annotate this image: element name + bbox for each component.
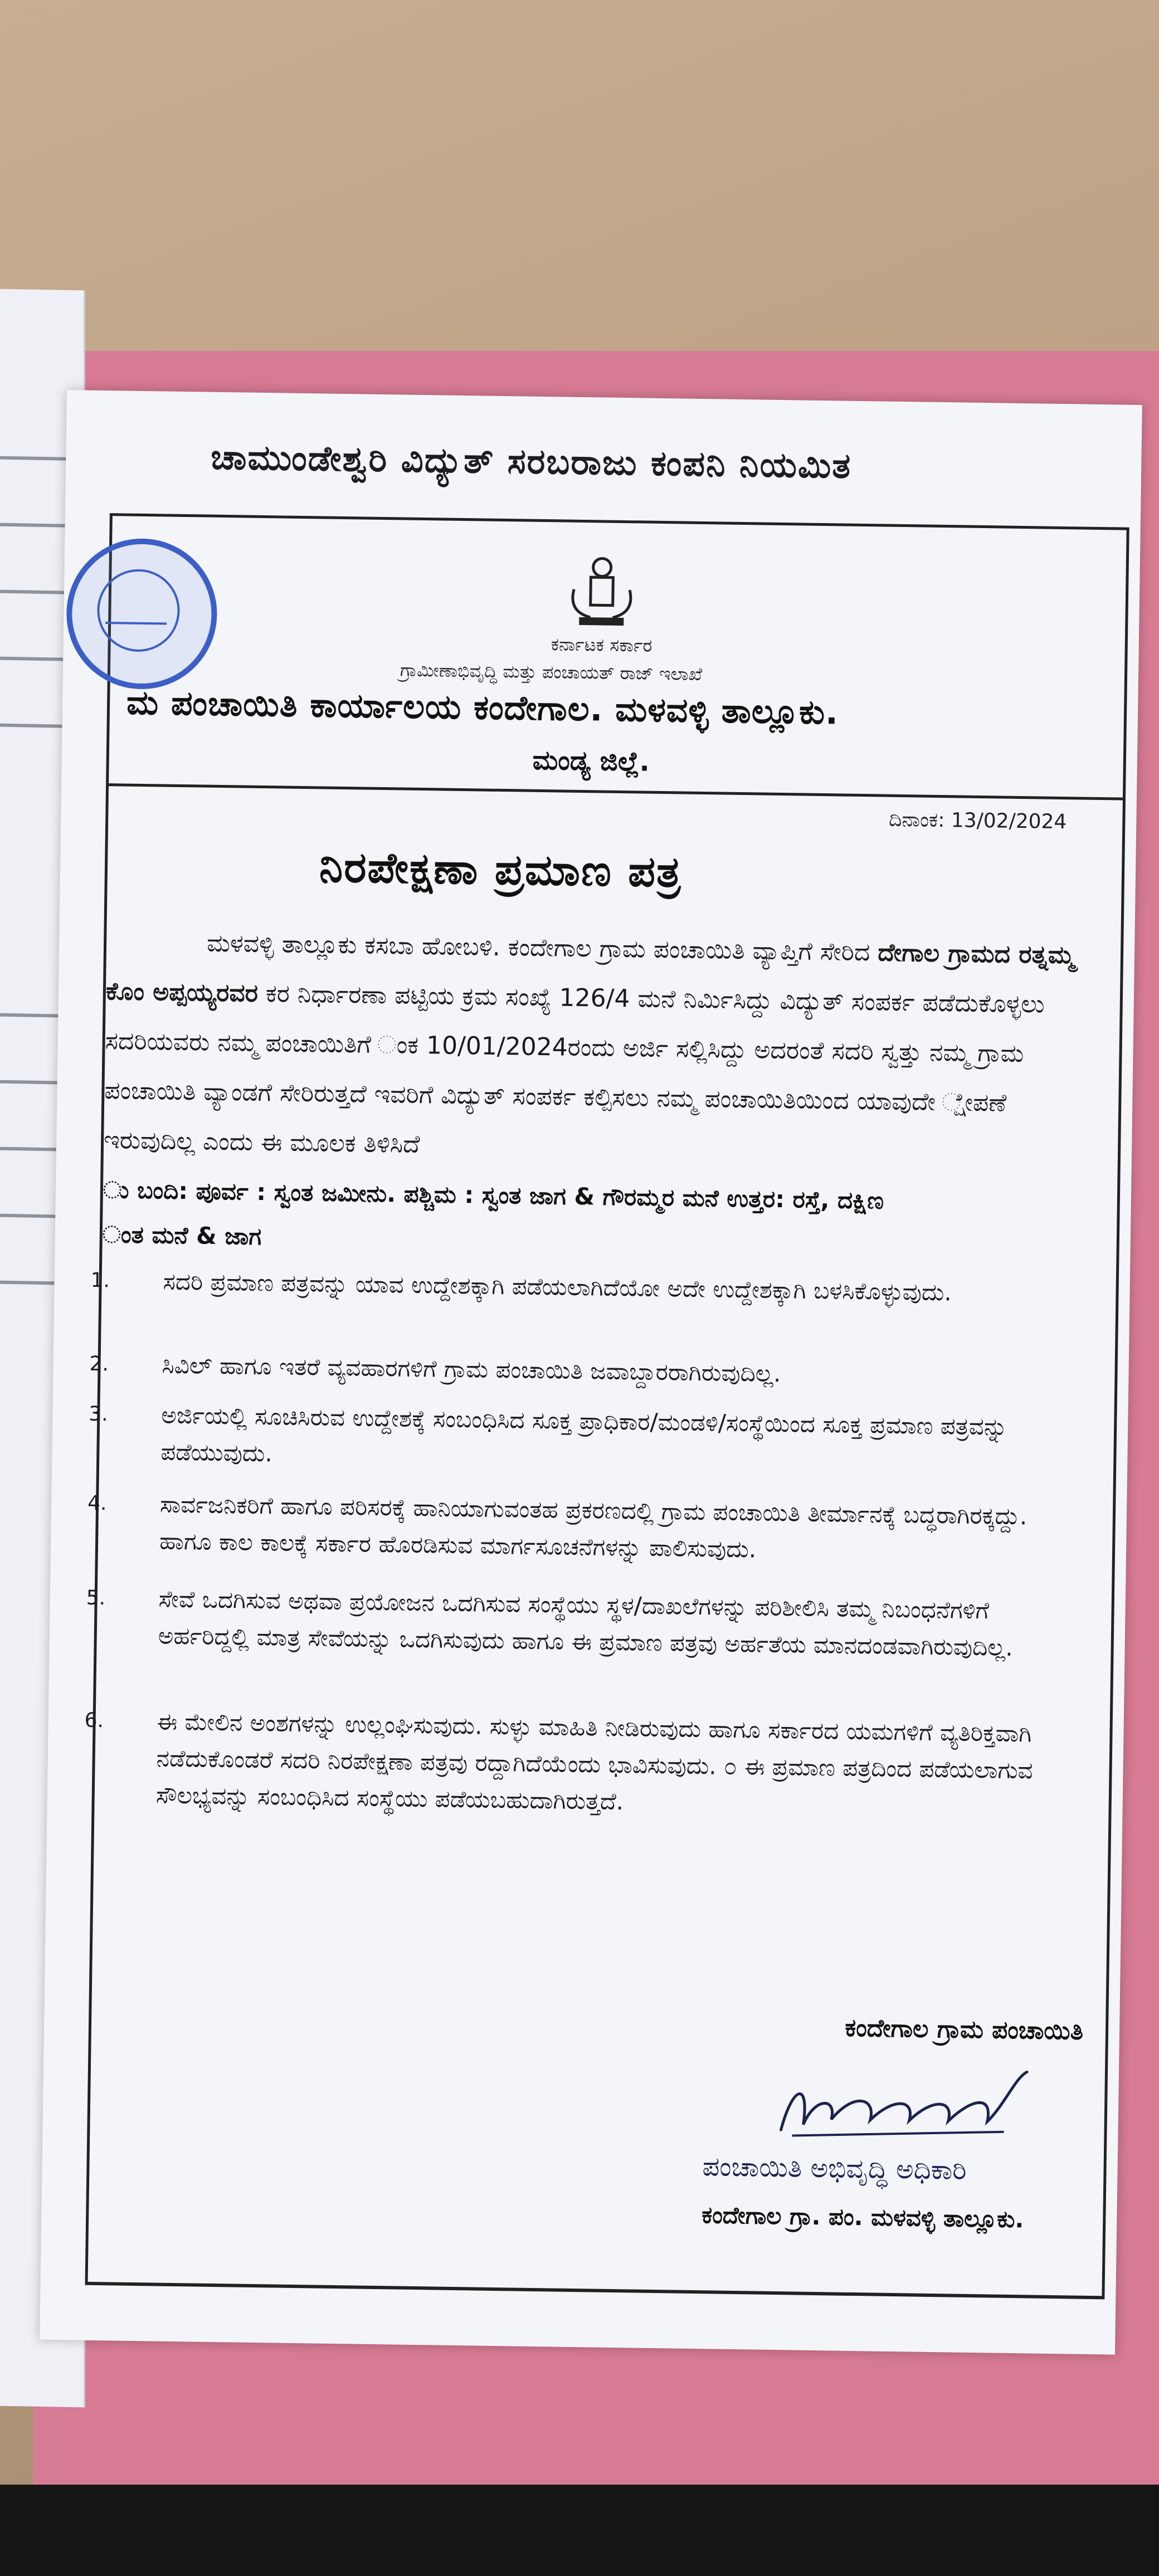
department-name: ಗ್ರಾಮೀಣಾಭಿವೃದ್ಧಿ ಮತ್ತು ಪಂಚಾಯತ್ ರಾಜ್ ಇಲಾಖೆ (400, 659, 703, 685)
boundaries: ು ಬಂದಿ: ಪೂರ್ವ : ಸ್ವಂತ ಜಮೀನು. ಪಶ್ಚಿಮ : ಸ್ವಂತ ಜಾಗ & ಗೌರಮ್ಮರ ಮನೆ ಉತ್ತರ: ರಸ್ತೆ, ದಕ್ಷಿಣ ಂತ ಮನೆ & ಜಾಗ (102, 1176, 884, 1251)
district-name: ಮಂಡ್ಯ ಜಿಲ್ಲೆ. (532, 744, 650, 778)
desk-edge (0, 2485, 1159, 2576)
signatory-officer: ಪಂಚಾಯಿತಿ ಅಭಿವೃದ್ಧಿ ಅಧಿಕಾರಿ (702, 2151, 967, 2186)
condition-item: 1. ಸದರಿ ಪ್ರಮಾಣ ಪತ್ರವನ್ನು ಯಾವ ಉದ್ದೇಶಕ್ಕಾಗಿ ಪಡೆಯಲಾಗಿದೆಯೋ ಅದೇ ಉದ್ದೇಶಕ್ಕಾಗಿ ಬಳಸಿಕೊಳ್ಳುವುದು. (90, 1267, 952, 1306)
header-rule (109, 783, 1123, 800)
condition-item: 2. ಸಿವಿಲ್ ಹಾಗೂ ಇತರೆ ವ್ಯವಹಾರಗಳಿಗೆ ಗ್ರಾಮ ಪಂಚಾಯಿತಿ ಜವಾಬ್ದಾರರಾಗಿರುವುದಿಲ್ಲ. (89, 1351, 781, 1388)
letterhead-frame (85, 513, 1129, 2299)
state-emblem-icon (557, 550, 647, 635)
date-line (889, 808, 1067, 834)
condition-item: 5. ಸೇವೆ ಒದಗಿಸುವ ಅಥವಾ ಪ್ರಯೋಜನ ಒದಗಿಸುವ ಸಂಸ್ಥೆಯು ಸ್ಥಳ/ದಾಖಲೆಗಳನ್ನು ಪರಿಶೀಲಿಸಿ ತಮ್ಮ ನಿಬಂಧನೆಗಳಿಗೆ ಅರ್ಹರಿದ್ದಲ್ಲಿ ಮಾತ್ರ ಸೇವೆಯನ್ನು ಒದಗಿಸುವುದು ಹಾಗೂ ಈ ಪ್ರಮಾಣ ಪತ್ರವು ಅರ್ಹತೆಯ ಮಾನದಂಡವಾಗಿರುವುದಿಲ್ಲ. (86, 1585, 1014, 1661)
date-label: ದಿನಾಂಕ: (888, 808, 945, 832)
office-name: ಮ ಪಂಚಾಯಿತಿ ಕಾರ್ಯಾಲಯ ಕಂದೇಗಾಲ. ಮಳವಳ್ಳಿ ತಾಲ್ಲೂಕು. (126, 683, 839, 733)
signatory-panchayat: ಕಂದೇಗಾಲ ಗ್ರಾಮ ಪಂಚಾಯಿತಿ (845, 2013, 1084, 2046)
condition-item: 4. ಸಾರ್ವಜನಿಕರಿಗೆ ಹಾಗೂ ಪರಿಸರಕ್ಕೆ ಹಾನಿಯಾಗುವಂತಹ ಪ್ರಕರಣದಲ್ಲಿ ಗ್ರಾಮ ಪಂಚಾಯಿತಿ ತೀರ್ಮಾನಕ್ಕೆ ಬದ್ಧರಾಗಿರಕ್ಕದ್ದು. ಹಾಗೂ ಕಾಲ ಕಾಲಕ್ಕೆ ಸರ್ಕಾರ ಹೊರಡಿಸುವ ಮಾರ್ಗಸೂಚನೆಗಳನ್ನು ಪಾಲಿಸುವುದು. (87, 1490, 1027, 1563)
date-value: 13/02/2024 (951, 809, 1067, 834)
signatory-place: ಕಂದೇಗಾಲ ಗ್ರಾ. ಪಂ. ಮಳವಳ್ಳಿ ತಾಲ್ಲೂಕು. (702, 2201, 1024, 2233)
condition-item: 6. ಈ ಮೇಲಿನ ಅಂಶಗಳನ್ನು ಉಲ್ಲಂಘಿಸುವುದು. ಸುಳ್ಳು ಮಾಹಿತಿ ನೀಡಿರುವುದು ಹಾಗೂ ಸರ್ಕಾರದ ಯಮಗಳಿಗೆ ವ್ಯತಿರಿಕ್ತವಾಗಿ ನಡೆದುಕೊಂಡರೆ ಸದರಿ ನಿರಪೇಕ್ಷಣಾ ಪತ್ರವು ರದ್ದಾಗಿದೆಯೆಂದು ಭಾವಿಸುವುದು. ೦ ಈ ಪ್ರಮಾಣ ಪತ್ರದಿಂದ ಪಡೆಯಲಾಗುವ ಸೌಲಭ್ಯವನ್ನು ಸಂಬಂಧಿಸಿದ ಸಂಸ್ಥೆಯು ಪಡೆಯಬಹುದಾಗಿರುತ್ತದೆ. (84, 1707, 1033, 1816)
state-name: ಕರ್ನಾಟಕ ಸರ್ಕಾರ (551, 633, 652, 656)
company-header: ಚಾಮುಂಡೇಶ್ವರಿ ವಿದ್ಯುತ್ ಸರಬರಾಜು ಕಂಪನಿ ನಿಯಮಿತ (210, 436, 852, 486)
condition-item: 3. ಅರ್ಜಿಯಲ್ಲಿ ಸೂಚಿಸಿರುವ ಉದ್ದೇಶಕ್ಕೆ ಸಂಬಂಧಿಸಿದ ಸೂಕ್ತ ಪ್ರಾಧಿಕಾರ/ಮಂಡಳಿ/ಸಂಸ್ಥೆಯಿಂದ ಸೂಕ್ತ ಪ್ರಮಾಣ ಪತ್ರವನ್ನು ಪಡೆಯುವುದು. (89, 1401, 1008, 1467)
certificate-sheet (40, 390, 1142, 2355)
applicant-name: ದೇಗಾಲ ಗ್ರಾಮದ ರತ್ನಮ್ಮ ಕೊಂ ಅಪ್ಪಯ್ಯರವರ (105, 938, 1075, 1008)
certificate-title: ನಿರಪೇಕ್ಷಣಾ ಪ್ರಮಾಣ ಪತ್ರ (319, 842, 683, 897)
signature-block (702, 2012, 1094, 2233)
handwritten-signature (770, 2063, 1038, 2150)
body-paragraph: ಮಳವಳ್ಳಿ ತಾಲ್ಲೂಕು ಕಸಬಾ ಹೋಬಳಿ. ಕಂದೇಗಾಲ ಗ್ರಾಮ ಪಂಚಾಯಿತಿ ವ್ಯಾಪ್ತಿಗೆ ಸೇರಿದ ದೇಗಾಲ ಗ್ರಾಮದ ರತ್ನಮ್ಮ ಕೊಂ ಅಪ್ಪಯ್ಯರವರ ಕರ ನಿರ್ಧಾರಣಾ ಪಟ್ಟಿಯ ಕ್ರಮ ಸಂಖ್ಯೆ 126/4 ಮನೆ ನಿರ್ಮಿಸಿದ್ದು ವಿದ್ಯುತ್ ಸಂಪರ್ಕ ಪಡೆದುಕೊಳ್ಳಲು ಸದರಿಯವರು ನಮ್ಮ ಪಂಚಾಯಿತಿಗೆ ಂಕ 10/01/2024ರಂದು ಅರ್ಜಿ ಸಲ್ಲಿಸಿದ್ದು ಅದರಂತೆ ಸದರಿ ಸ್ವತ್ತು ನಮ್ಮ ಗ್ರಾಮ ಪಂಚಾಯಿತಿ ವ್ಯಾಂಡಗೆ ಸೇರಿರುತ್ತದೆ ಇವರಿಗೆ ವಿದ್ಯುತ್ ಸಂಪರ್ಕ ಕಲ್ಪಿಸಲು ನಮ್ಮ ಪಂಚಾಯಿತಿಯಿಂದ ಯಾವುದೇ ್ಷೇಪಣೆ ಇರುವುದಿಲ್ಲ ಎಂದು ಈ ಮೂಲಕ ತಿಳಿಸಿದೆ (103, 929, 1075, 1159)
panchayat-seal (66, 538, 218, 690)
